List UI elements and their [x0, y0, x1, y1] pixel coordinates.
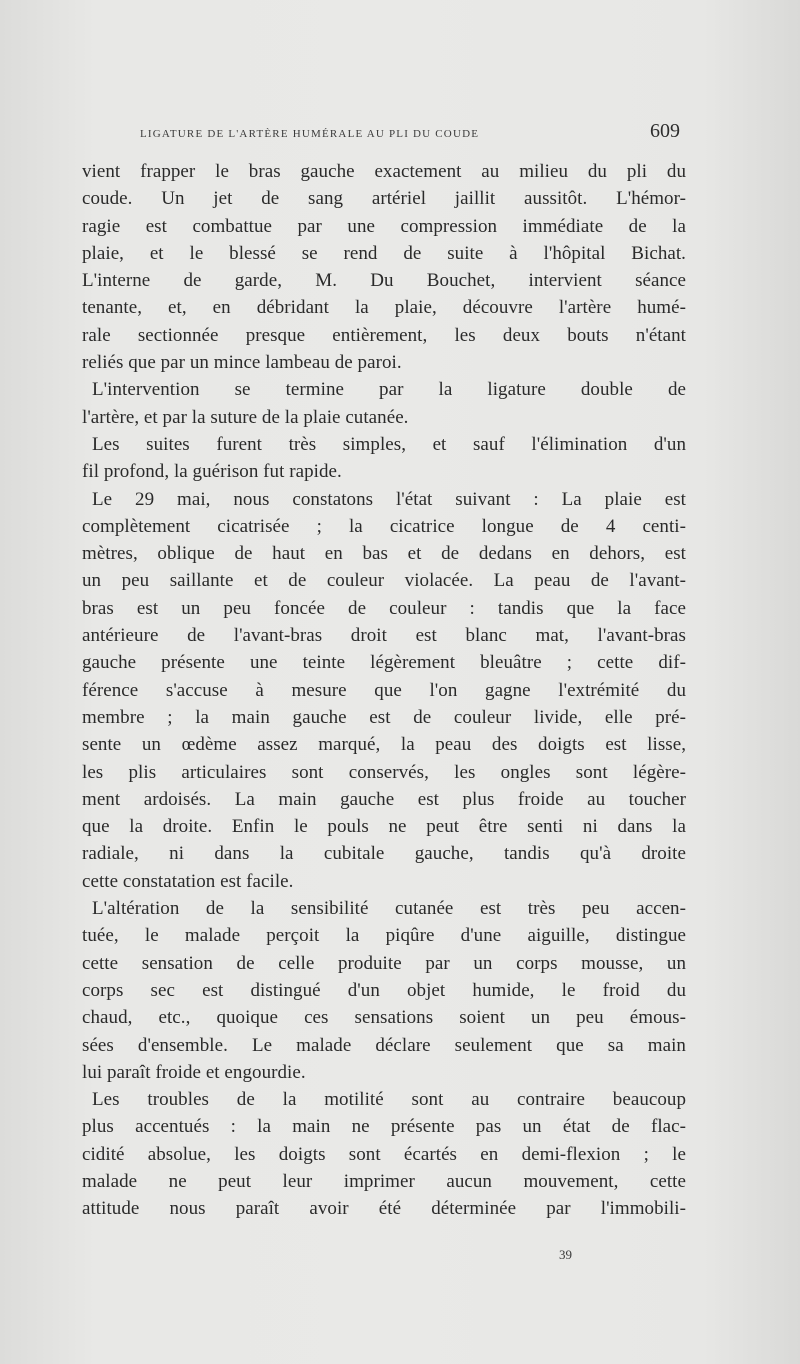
text-line: membre ; la main gauche est de couleur livide, elle pré-	[82, 706, 686, 728]
text-line: vient frapper le bras gauche exactement au milieu du pli du	[82, 161, 686, 182]
text-line: lui paraît froide et engourdie.	[82, 1061, 306, 1083]
text-line: férence s'accuse à mesure que l'on gagne l'extrémité du	[82, 679, 686, 701]
text-line: coude. Un jet de sang artériel jaillit aussitôt. L'hémor-	[82, 188, 686, 210]
text-line: L'interne de garde, M. Du Bouchet, intervient séance	[82, 270, 686, 292]
text-line: malade ne peut leur imprimer aucun mouvement, cette	[82, 1170, 686, 1192]
text-line: mètres, oblique de haut en bas et de dedans en dehors, est	[82, 543, 686, 565]
text-line: un peu saillante et de couleur violacée. La peau de l'avant-	[82, 570, 686, 592]
text-line: attitude nous paraît avoir été déterminée par l'immobili-	[82, 1198, 686, 1220]
text-line: cette constatation est facile.	[82, 870, 294, 892]
text-line: chaud, etc., quoique ces sensations soient un peu émous-	[82, 1007, 686, 1029]
paragraph-start-line: Les suites furent très simples, et sauf l'élimination d'un	[92, 433, 686, 455]
text-line: reliés que par un mince lambeau de paroi.	[82, 352, 402, 374]
text-line: corps sec est distingué d'un objet humide, le froid du	[82, 979, 686, 1001]
paragraph-start-line: L'intervention se termine par la ligature double de	[92, 379, 686, 401]
text-line: gauche présente une teinte légèrement bleuâtre ; cette dif-	[82, 652, 686, 674]
text-line: l'artère, et par la suture de la plaie cutanée.	[82, 406, 409, 428]
text-line: bras est un peu foncée de couleur : tandis que la face	[82, 597, 686, 619]
text-line: fil profond, la guérison fut rapide.	[82, 461, 342, 483]
text-line: complètement cicatrisée ; la cicatrice longue de 4 centi-	[82, 515, 686, 537]
text-line: plaie, et le blessé se rend de suite à l'hôpital Bichat.	[82, 242, 686, 264]
text-line: sées d'ensemble. Le malade déclare seulement que sa main	[82, 1034, 686, 1056]
text-line: radiale, ni dans la cubitale gauche, tandis qu'à droite	[82, 843, 686, 865]
text-line: plus accentués : la main ne présente pas un état de flac-	[82, 1116, 686, 1138]
text-line: rale sectionnée presque entièrement, les deux bouts n'étant	[82, 324, 686, 346]
text-line: sente un œdème assez marqué, la peau des doigts est lisse,	[82, 734, 686, 756]
text-line: les plis articulaires sont conservés, les ongles sont légère-	[82, 761, 686, 783]
paragraph-start-line: L'altération de la sensibilité cutanée est très peu accen-	[92, 898, 686, 920]
text-line: tuée, le malade perçoit la piqûre d'une aiguille, distingue	[82, 925, 686, 947]
text-line: tenante, et, en débridant la plaie, découvre l'artère humé-	[82, 297, 686, 319]
text-line: ragie est combattue par une compression immédiate de la	[82, 215, 686, 237]
text-line: cette sensation de celle produite par un corps mousse, un	[82, 952, 686, 974]
text-line: antérieure de l'avant-bras droit est blanc mat, l'avant-bras	[82, 625, 686, 647]
paragraph-start-line: Le 29 mai, nous constatons l'état suivant : La plaie est	[92, 488, 686, 510]
page-number: 609	[650, 120, 680, 142]
running-title: LIGATURE DE L'ARTÈRE HUMÉRALE AU PLI DU COUDE	[140, 128, 480, 140]
text-line: que la droite. Enfin le pouls ne peut être senti ni dans la	[82, 816, 686, 838]
page-header	[140, 118, 680, 148]
paragraph-start-line: Les troubles de la motilité sont au contraire beaucoup	[92, 1089, 686, 1111]
text-line: ment ardoisés. La main gauche est plus froide au toucher	[82, 788, 686, 810]
signature-mark: 39	[559, 1247, 572, 1262]
text-line: cidité absolue, les doigts sont écartés en demi-flexion ; le	[82, 1143, 686, 1165]
body-text	[82, 158, 686, 1223]
